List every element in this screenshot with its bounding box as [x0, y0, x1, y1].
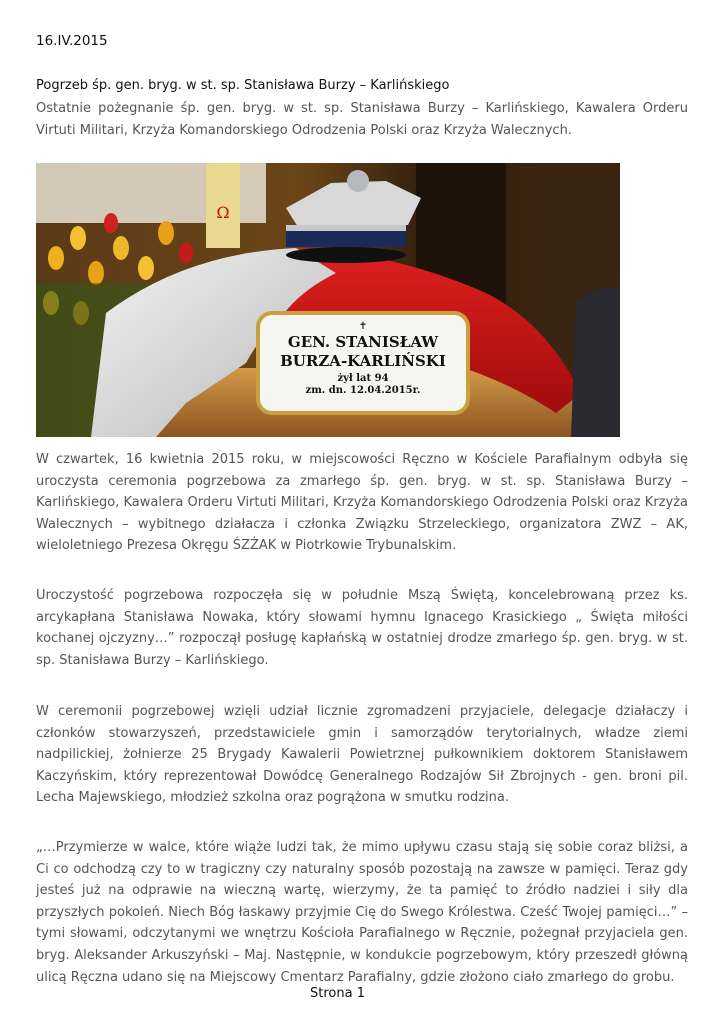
plaque-age: żył lat 94: [337, 373, 389, 384]
plaque-death-date: zm. dn. 12.04.2015r.: [305, 385, 421, 396]
funeral-photo-illustration: [36, 163, 620, 437]
article-title: Pogrzeb śp. gen. bryg. w st. sp. Stanisława Burzy – Karlińskiego: [36, 78, 450, 93]
paragraph-2: Uroczystość pogrzebowa rozpoczęła się w południe Mszą Świętą, koncelebrowaną przez ks. arcykapłana Stanisława Nowaka, który słowami hymnu Ignacego Krasickiego „ Święta miłości kochanej ojczyzny…” rozpoczął posługę kapłańską w ostatniej drodze zmarłego śp. gen. bryg. w st. sp. Stanisława Burzy – Karlińskiego.: [36, 588, 688, 668]
document-date: 16.IV.2015: [36, 33, 108, 49]
svg-text:Ω: Ω: [216, 203, 230, 222]
paragraph-1: W czwartek, 16 kwietnia 2015 roku, w miejscowości Ręczno w Kościele Parafialnym odbyła się uroczysta ceremonia pogrzebowa za zmarłego śp. gen. bryg. w st. sp. Stanisława Burzy – Karlińskiego, Kawalera Orderu Virtuti Militari, Krzyża Komandorskiego Odrodzenia Polski oraz Krzyża Walecznych – wybitnego działacza i członka Związku Strzeleckiego, organizatora ZWZ – AK, wieloletniego Prezesa Okręgu ŚZŻAK w Piotrkowie Trybunalskim.: [36, 452, 688, 554]
plaque-name-line2: BURZA-KARLIŃSKI: [280, 352, 446, 370]
article-lead: Ostatnie pożegnanie śp. gen. bryg. w st. sp. Stanisława Burzy – Karlińskiego, Kawalera Orderu Virtuti Militari, Krzyża Komandorskiego Odrodzenia Polski oraz Krzyża Walecznych.: [36, 101, 688, 138]
funeral-photo: [36, 163, 620, 437]
svg-text:✝: ✝: [358, 321, 368, 332]
paragraph-3: W ceremonii pogrzebowej wzięli udział licznie zgromadzeni przyjaciele, delegacje działaczy i członków stowarzyszeń, przedstawiciele gmin i samorządów terytorialnych, władze ziemi nadpilickiej, żołnierze 25 Brygady Kawalerii Powietrznej pułkownikiem doktorem Stanisławem Kaczyńskim, który reprezentował Dowódcę Generalnego Rodzajów Sił Zbrojnych - gen. broni pil. Lecha Majewskiego, młodzież szkolna oraz pogrążona w smutku rodzina.: [36, 704, 688, 806]
plaque-name-line1: GEN. STANISŁAW: [287, 333, 439, 351]
page-number: Strona 1: [310, 986, 365, 1001]
paragraph-4: „…Przymierze w walce, które wiąże ludzi tak, że mimo upływu czasu stają się sobie coraz bliżsi, a Ci co odchodzą czy to w tragiczny czy naturalny sposób pozostają na zawsze w pamięci. Teraz gdy jesteś już na odprawie na wieczną wartę, wierzymy, że ta pamięć to źródło nadziei i siły dla przyszłych pokoleń. Niech Bóg łaskawy przyjmie Cię do Swego Królestwa. Cześć Twojej pamięci…” – tymi słowami, odczytanymi we wnętrzu Kościoła Parafialnego w Ręcznie, pożegnał przyjaciela gen. bryg. Aleksander Arkuszyński – Maj. Następnie, w kondukcie pogrzebowym, który przeszedł główną ulicą Ręczna udano się na Miejscowy Cmentarz Parafialny, gdzie złożono ciało zmarłego do grobu.: [36, 840, 688, 985]
